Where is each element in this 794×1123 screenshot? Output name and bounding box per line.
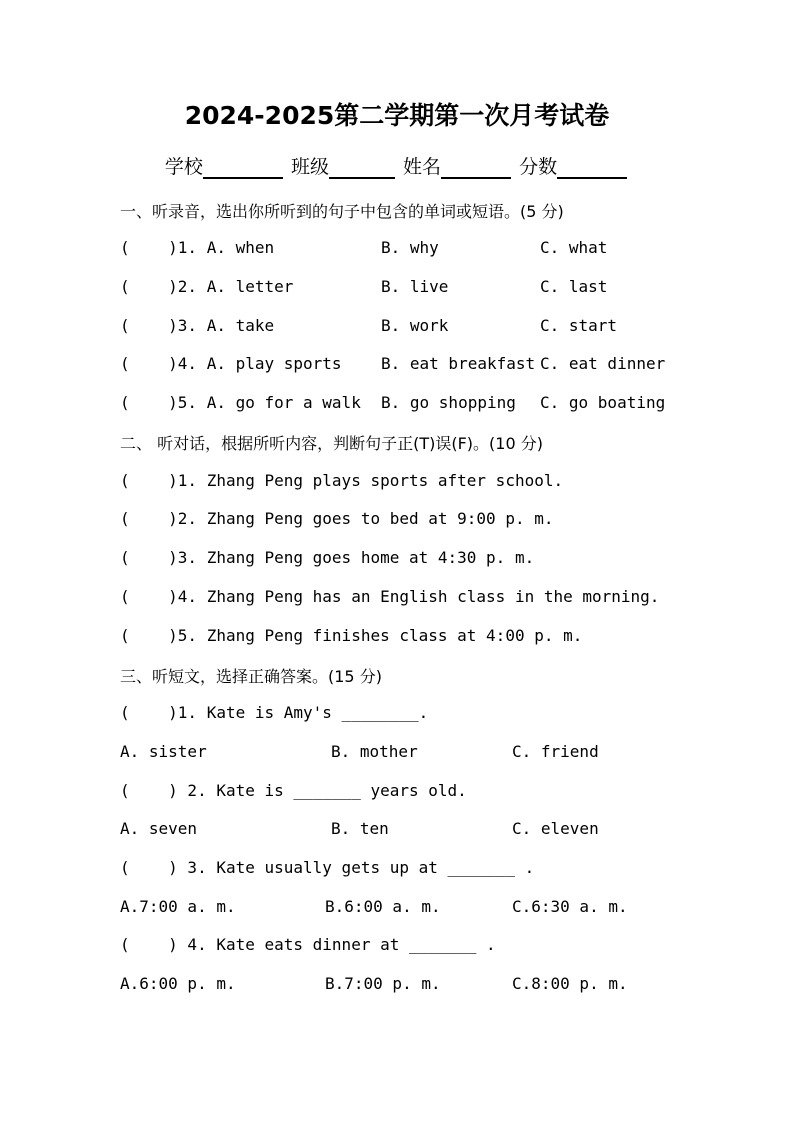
s3-q1-stem: ( )1. Kate is Amy's ________.	[120, 703, 429, 722]
s1-q1-option-c: C. what	[540, 238, 608, 257]
s1-q2-stem: ( )2. A. letter	[120, 277, 294, 296]
s1-q5-option-b: B. go shopping	[381, 393, 516, 412]
s3-q4-option-b: B.7:00 p. m.	[325, 974, 441, 993]
s3-q2-option-a: A. seven	[120, 819, 198, 838]
s1-q4-stem: ( )4. A. play sports	[120, 354, 342, 373]
s1-q2-option-b: B. live	[381, 277, 449, 296]
s1-q4-option-c: C. eat dinner	[540, 354, 666, 373]
s3-q4-option-c: C.8:00 p. m.	[512, 974, 628, 993]
s3-q3-option-c: C.6:30 a. m.	[512, 897, 628, 916]
section-2-heading: 二、 听对话，根据所听内容，判断句子正(T)误(F)。(10 分)	[120, 434, 543, 453]
section-3-heading: 三、听短文，选择正确答案。(15 分)	[120, 667, 382, 686]
s3-q4-stem: ( ) 4. Kate eats dinner at _______ .	[120, 935, 496, 954]
s3-q1-option-b: B. mother	[331, 742, 418, 761]
s3-q2-option-b: B. ten	[331, 819, 389, 838]
s1-q5-stem: ( )5. A. go for a walk	[120, 393, 361, 412]
s1-q5-option-c: C. go boating	[540, 393, 666, 412]
class-blank[interactable]	[329, 157, 395, 179]
s2-q2: ( )2. Zhang Peng goes to bed at 9:00 p. m.	[120, 509, 554, 528]
class-label: 班级	[290, 156, 329, 178]
s3-q3-option-a: A.7:00 a. m.	[120, 897, 236, 916]
score-label: 分数	[519, 156, 558, 178]
s1-q1-option-b: B. why	[381, 238, 439, 257]
score-blank[interactable]	[557, 157, 627, 179]
school-blank[interactable]	[203, 157, 283, 179]
s1-q3-stem: ( )3. A. take	[120, 316, 275, 335]
section-1-heading: 一、听录音，选出你所听到的句子中包含的单词或短语。(5 分)	[120, 202, 564, 221]
s1-q4-option-b: B. eat breakfast	[381, 354, 536, 373]
student-info-row	[0, 152, 794, 179]
exam-title: 2024-2025第二学期第一次月考试卷	[184, 101, 610, 130]
s1-q3-option-c: C. start	[540, 316, 618, 335]
s3-q1-option-c: C. friend	[512, 742, 599, 761]
name-label: 姓名	[403, 156, 442, 178]
s1-q1-stem: ( )1. A. when	[120, 238, 275, 257]
s1-q3-option-b: B. work	[381, 316, 449, 335]
name-blank[interactable]	[441, 157, 511, 179]
s3-q4-option-a: A.6:00 p. m.	[120, 974, 236, 993]
s3-q2-option-c: C. eleven	[512, 819, 599, 838]
s2-q1: ( )1. Zhang Peng plays sports after school.	[120, 471, 564, 490]
s3-q3-option-b: B.6:00 a. m.	[325, 897, 441, 916]
s3-q1-option-a: A. sister	[120, 742, 207, 761]
s3-q3-stem: ( ) 3. Kate usually gets up at _______ .	[120, 858, 535, 877]
s2-q5: ( )5. Zhang Peng finishes class at 4:00 p. m.	[120, 626, 583, 645]
s2-q3: ( )3. Zhang Peng goes home at 4:30 p. m.	[120, 548, 535, 567]
s2-q4: ( )4. Zhang Peng has an English class in the morning.	[120, 587, 660, 606]
s3-q2-stem: ( ) 2. Kate is _______ years old.	[120, 781, 467, 800]
s1-q2-option-c: C. last	[540, 277, 608, 296]
school-label: 学校	[164, 156, 203, 178]
